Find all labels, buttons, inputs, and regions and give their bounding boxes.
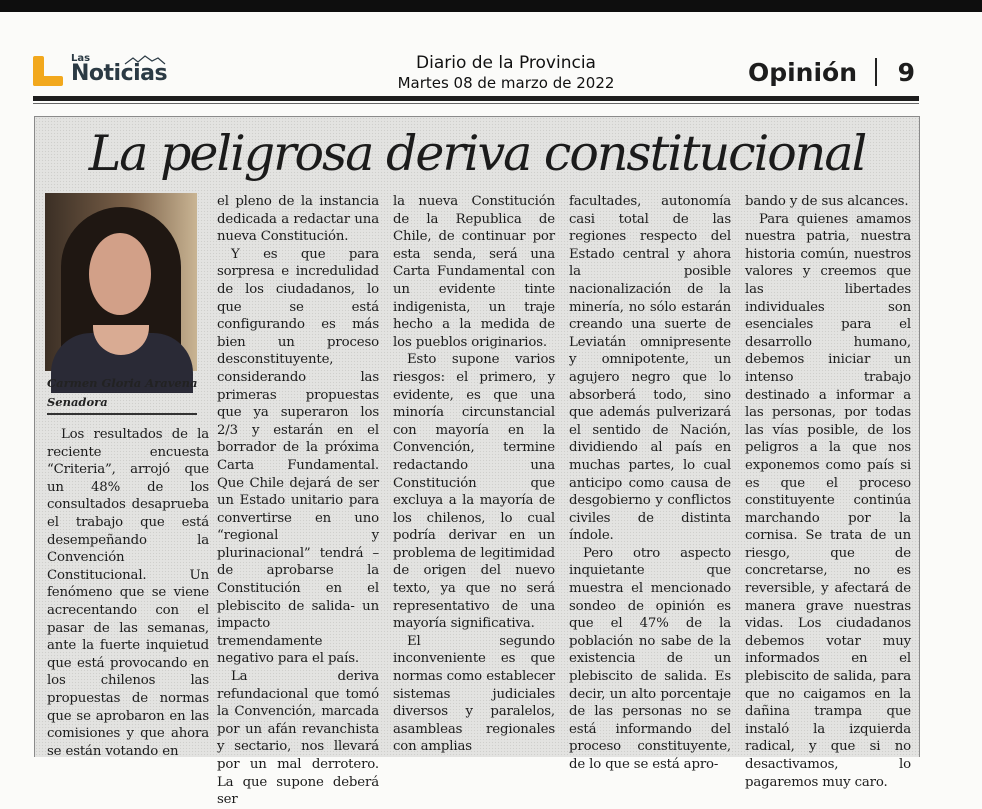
paper-name: Diario de la Provincia: [416, 53, 596, 73]
logo-main-text: Noticias: [71, 61, 168, 86]
paragraph: el pleno de la instancia dedicada a redactar una nueva Constitución.: [217, 194, 379, 245]
paragraph: Para quienes amamos nuestra patria, nuestra historia común, nuestros valores y creemos que las libertades individuales son esenciales para el desarrollo humano, debemos iniciar un intenso trabajo destinado a informar a las personas, por todas las vías posible, de los peligros a la que nos exponemos como país si es que el proceso constituyente continúa marchando por la cornisa. Se trata de un riesgo, que de concretarse, no es reversible, y afectará de manera grave nuestras vidas. Los ciudadanos debemos votar muy informados en el plebiscito de salida, para que no caigamos en la dañina trampa que instaló la izquierda radical, y que si no desactivamos, lo pagaremos muy caro.: [745, 211, 911, 790]
article-panel: [34, 116, 920, 808]
paragraph: Pero otro aspecto inquietante que muestra el mencionado sondeo de opinión es que el 47% de la población no sabe de la existencia de un plebiscito de salida. Es decir, un alto porcentaje de las personas no se está informando del proceso constituyente, de lo que se está apro-: [569, 545, 731, 772]
paper-header: [371, 52, 641, 92]
paragraph: La deriva refundacional que tomó la Convención, marcada por un afán revanchista y sectario, nos llevará por un mal derrotero. La que supone deberá ser: [217, 669, 379, 808]
article-column-4: [569, 193, 731, 773]
article-column-3: [393, 193, 555, 773]
paragraph: Y es que para sorpresa e incredulidad de los ciudadanos, lo que se está configurando es más bien un proceso desconstituyente, considerando las primeras propuestas que ya superaron los 2/3 y estarán en el borrador de la próxima Carta Fundamental. Que Chile dejará de ser un Estado unitario para convertirse en uno “regional y plurinacional” tendrá – de aprobarse la Constitución en el plebiscito de salida- un impacto tremendamente negativo para el país.: [217, 246, 379, 667]
header-rule: [33, 96, 919, 101]
newspaper-logo: [33, 52, 173, 92]
article-column-5: [745, 193, 911, 790]
top-border: [0, 0, 982, 12]
paragraph: El segundo inconveniente es que normas como establecer sistemas judiciales diversos y paralelos, asambleas regionales con amplias: [393, 633, 555, 755]
author-photo: [45, 193, 197, 371]
masthead: [33, 52, 919, 94]
logo-small-text: Las: [71, 53, 91, 64]
author-byline: [47, 374, 203, 412]
byline-divider: [47, 413, 197, 415]
section-divider: [875, 58, 877, 86]
mountains-icon: [125, 55, 165, 65]
article-column-2: [217, 193, 379, 808]
author-name: Carmen Gloria Aravena: [47, 376, 198, 390]
section-name: Opinión: [747, 58, 857, 87]
paragraph: Los resultados de la reciente encuesta “Criteria”, arrojó que un 48% de los consultados desaprueba el trabajo que está desempeñando la Convención Constitucional. Un fenómeno que se viene acrecentando con el pasar de las semanas, ante la fuerte inquietud que está provocando en los chilenos las propuestas de normas que se aprobaron en las comisiones y que ahora se están votando en: [47, 427, 209, 759]
author-title: Senadora: [47, 395, 108, 409]
article-column-1: [47, 426, 209, 757]
paper-date: Martes 08 de marzo de 2022: [397, 74, 615, 92]
paragraph: la nueva Constitución de la Republica de Chile, de continuar por esta senda, será una Carta Fundamental con un evidente tinte indigenista, un traje hecho a la medida de los pueblos originarios.: [393, 194, 555, 350]
header-rule-thin: [33, 103, 919, 104]
logo-mark-icon: [33, 56, 67, 86]
paragraph: bando y de sus alcances.: [745, 194, 909, 209]
page-number: 9: [897, 58, 915, 87]
paragraph: facultades, autonomía casi total de las regiones respecto del Estado central y ahora la posible nacionalización de la minería, no sólo estarán creando una suerte de Leviatán omnipresente y omnipotente, un agujero negro que lo absorberá todo, sino que además pulverizará el sentido de Nación, dividiendo al país en muchas partes, lo cual anticipo como causa de desgobierno y conflictos civiles de distinta índole.: [569, 194, 731, 544]
article-headline: La peligrosa deriva constitucional: [88, 125, 866, 182]
paragraph: Esto supone varios riesgos: el primero, y evidente, es que una minoría circunstancial con mayoría en la Convención, termine redactando una Constitución que excluya a la mayoría de los chilenos, lo cual podría derivar en un problema de legitimidad de origen del nuevo texto, ya que no será representativo de una mayoría significativa.: [393, 352, 555, 632]
